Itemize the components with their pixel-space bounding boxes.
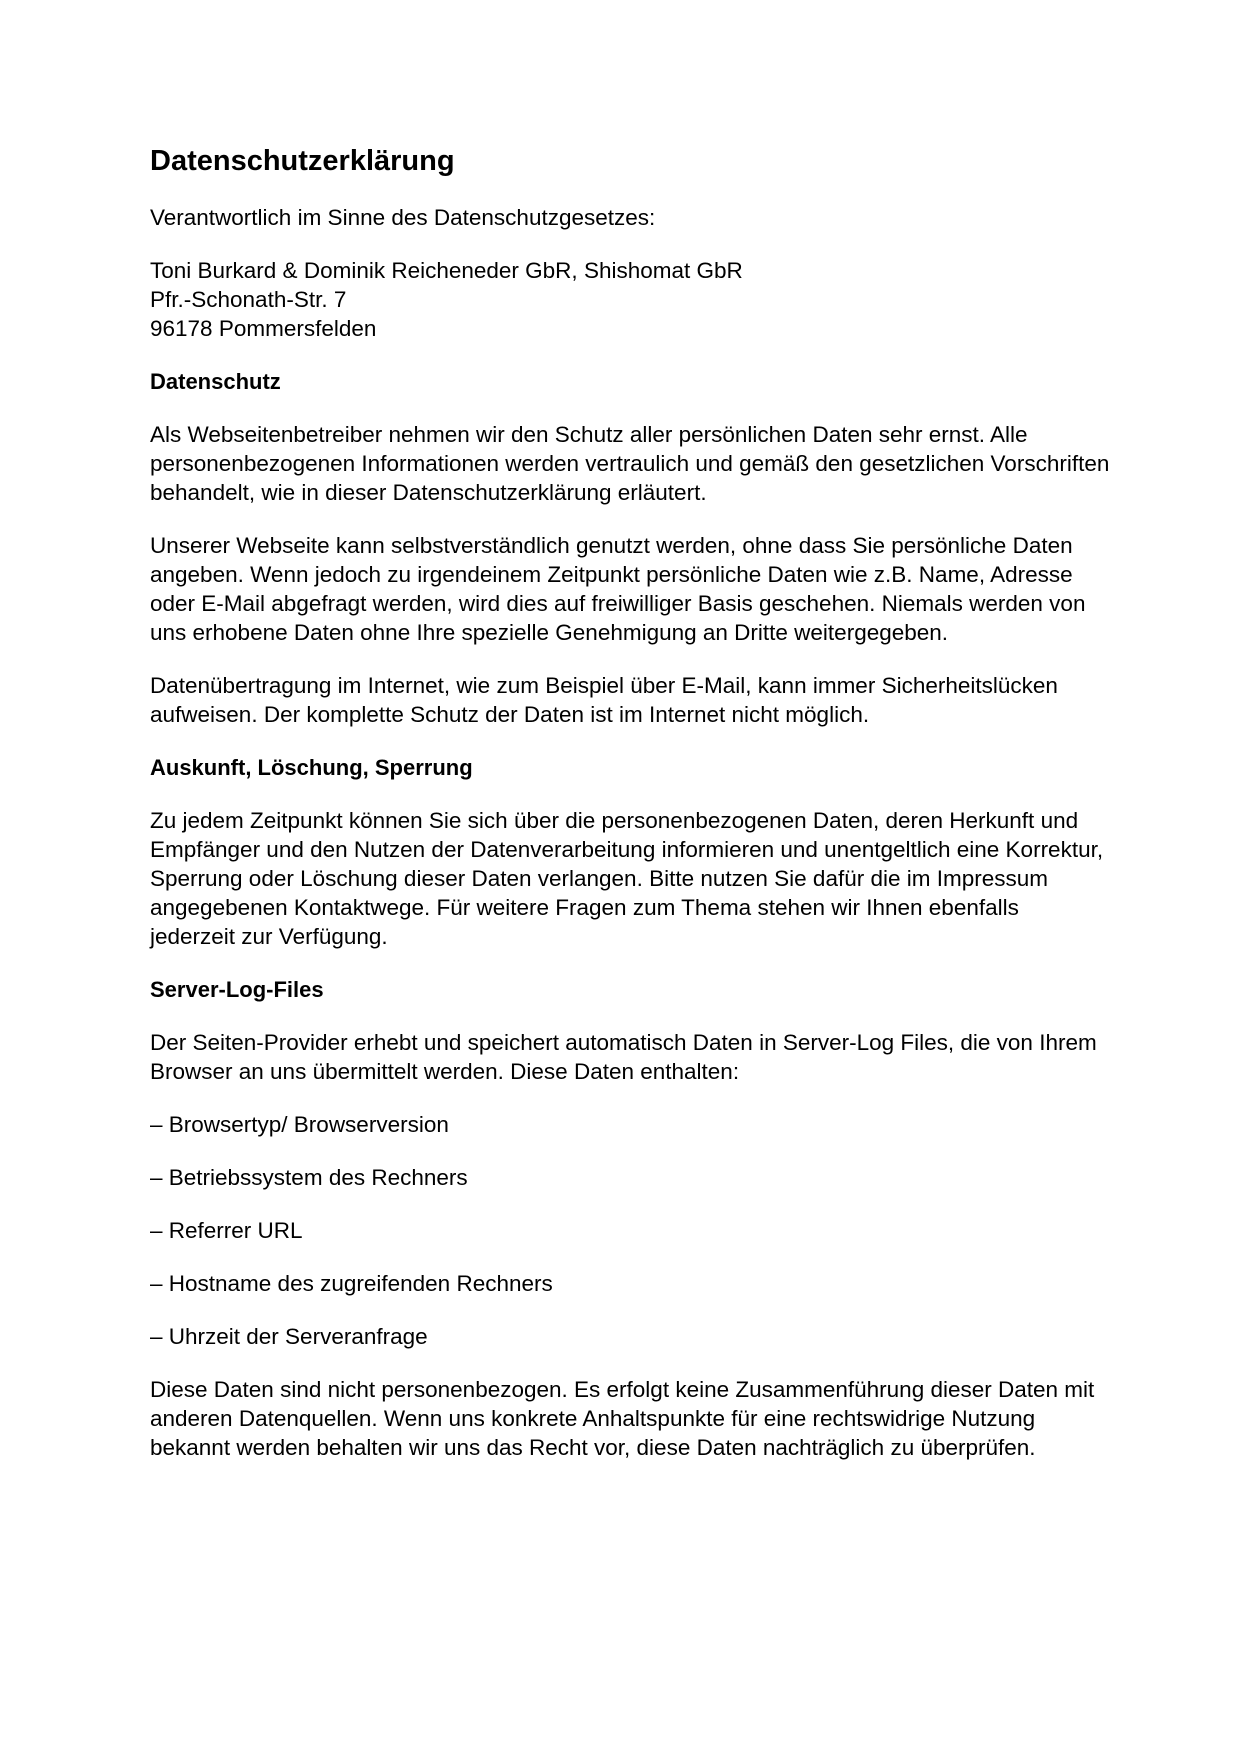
section-heading-server-log-files: Server-Log-Files xyxy=(150,977,324,1002)
document-title: Datenschutzerklärung xyxy=(150,145,455,177)
section-heading-auskunft: Auskunft, Löschung, Sperrung xyxy=(150,755,473,780)
address-line-street: Pfr.-Schonath-Str. 7 xyxy=(150,287,347,312)
document-page xyxy=(150,143,1110,1486)
paragraph-auskunft-1: Zu jedem Zeitpunkt können Sie sich über die personenbezogenen Daten, deren Herkunft und Empfänger und den Nutzen der Datenverarbeitung informieren und unentgeltlich eine Korrektur, Sperrung oder Löschung dieser Daten verlangen. Bitte nutzen Sie dafür die im Impressum angegebenen Kontaktwege. Für weitere Fragen zum Thema stehen wir Ihnen ebenfalls jederzeit zur Verfügung. xyxy=(150,808,1104,949)
paragraph-datenschutz-2: Unserer Webseite kann selbstverständlich genutzt werden, ohne dass Sie persönliche Daten angeben. Wenn jedoch zu irgendeinem Zeitpunkt persönliche Daten wie z.B. Name, Adresse oder E-Mail abgefragt werden, wird dies auf freiwilliger Basis geschehen. Niemals werden von uns erhobene Daten ohne Ihre spezielle Genehmigung an Dritte weitergegeben. xyxy=(150,533,1086,645)
section-heading-datenschutz: Datenschutz xyxy=(150,369,281,394)
paragraph-server-log-closing: Diese Daten sind nicht personenbezogen. Es erfolgt keine Zusammenführung dieser Daten mit anderen Datenquellen. Wenn uns konkrete Anhaltspunkte für eine rechtswidrige Nutzung bekannt werden behalten wir uns das Recht vor, diese Daten nachträglich zu überprüfen. xyxy=(150,1377,1095,1460)
paragraph-datenschutz-3: Datenübertragung im Internet, wie zum Beispiel über E-Mail, kann immer Sicherheitslücken aufweisen. Der komplette Schutz der Daten ist im Internet nicht möglich. xyxy=(150,673,1058,727)
address-line-city: 96178 Pommersfelden xyxy=(150,316,377,341)
address-block xyxy=(150,256,1110,343)
list-item-uhrzeit: – Uhrzeit der Serveranfrage xyxy=(150,1324,428,1349)
responsible-intro: Verantwortlich im Sinne des Datenschutzgesetzes: xyxy=(150,205,656,230)
paragraph-datenschutz-1: Als Webseitenbetreiber nehmen wir den Schutz aller persönlichen Daten sehr ernst. Alle personenbezogenen Informationen werden vertraulich und gemäß den gesetzlichen Vorschriften behandelt, wie in dieser Datenschutzerklärung erläutert. xyxy=(150,422,1110,505)
list-item-betriebssystem: – Betriebssystem des Rechners xyxy=(150,1165,468,1190)
list-item-browsertyp: – Browsertyp/ Browserversion xyxy=(150,1112,449,1137)
list-item-referrer: – Referrer URL xyxy=(150,1218,303,1243)
paragraph-server-log-intro: Der Seiten-Provider erhebt und speichert automatisch Daten in Server-Log Files, die von Ihrem Browser an uns übermittelt werden. Diese Daten enthalten: xyxy=(150,1030,1097,1084)
list-item-hostname: – Hostname des zugreifenden Rechners xyxy=(150,1271,553,1296)
address-line-company: Toni Burkard & Dominik Reicheneder GbR, Shishomat GbR xyxy=(150,258,743,283)
